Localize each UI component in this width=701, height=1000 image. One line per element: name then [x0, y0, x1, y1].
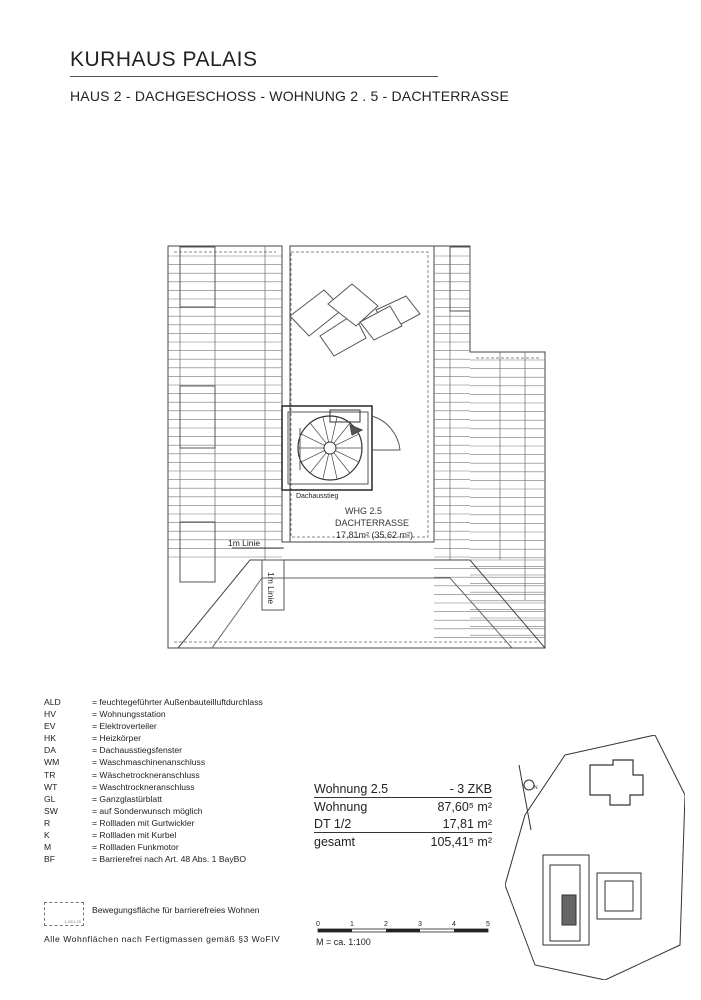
legend-description: = Dachausstiegsfenster: [92, 745, 183, 756]
scale-tick-label: 4: [452, 921, 456, 928]
area-total-row: gesamt 105,41⁵ m²: [314, 832, 492, 850]
dormer-window: [180, 386, 215, 448]
highlighted-building: [562, 895, 576, 925]
dormer-window: [450, 247, 470, 311]
scale-tick-label: 2: [384, 921, 388, 928]
legend-description: = Rollladen mit Kurbel: [92, 830, 177, 841]
legend-row: [44, 744, 263, 756]
legend-row: [44, 781, 263, 793]
legend-description: = Ganzglastürblatt: [92, 793, 162, 804]
apartment-type: - 3 ZKB: [449, 781, 492, 796]
legend-abbreviation: SW: [44, 805, 58, 816]
terrace-type-label: DACHTERRASSE: [335, 518, 410, 528]
legend-description: = Barrierefrei nach Art. 48 Abs. 1 BayBO: [92, 854, 247, 865]
front-gable: [178, 560, 545, 648]
document-subtitle: HAUS 2 - DACHGESCHOSS - WOHNUNG 2 . 5 - DACHTERRASSE: [70, 88, 510, 104]
legend-row: [44, 817, 263, 829]
legend-description: = Elektroverteiler: [92, 721, 157, 732]
living-area-footnote: Alle Wohnflächen nach Fertigmassen gemäß §3 WoFIV: [44, 934, 281, 944]
legend-row: [44, 696, 263, 708]
legend-abbreviation: ALD: [44, 697, 61, 707]
area-header-row: [314, 780, 492, 798]
legend-description: = Wohnungsstation: [92, 709, 166, 720]
legend-abbreviation: K: [44, 830, 50, 841]
legend-abbreviation: DA: [44, 745, 56, 756]
legend-row: [44, 841, 263, 853]
legend-abbreviation: HV: [44, 709, 56, 720]
scale-tick-label: 1: [350, 921, 354, 928]
scale-tick-label: 0: [316, 921, 320, 928]
legend-row: [44, 853, 263, 865]
legend-abbreviation: M: [44, 842, 52, 853]
scale-tick-label: 5: [486, 921, 490, 928]
legend-abbreviation: WM: [44, 757, 60, 768]
legend-abbreviation: EV: [44, 721, 56, 732]
legend-row: [44, 756, 263, 768]
legend-abbreviation: HK: [44, 733, 56, 744]
terrace-area-label: 17,81m² (35,62 m²): [336, 530, 414, 540]
legend-row: [44, 769, 263, 781]
legend-description: = Waschmaschinenanschluss: [92, 757, 206, 768]
scale-tick-label: 3: [418, 921, 422, 928]
legend-abbreviation: WT: [44, 781, 58, 792]
legend-abbreviation: BF: [44, 854, 55, 865]
legend-abbreviation: TR: [44, 769, 56, 780]
legend-description: = Wäschetrockneranschluss: [92, 769, 200, 780]
abbreviation-legend: [44, 696, 263, 865]
stair-label: Dachausstieg: [296, 493, 339, 500]
one-meter-line-label-vertical: 1m Linie: [266, 572, 276, 605]
area-summary-table: [314, 780, 492, 850]
apartment-label: Wohnung 2.5: [314, 781, 389, 796]
legend-description: = Rollladen mit Gurtwickler: [92, 817, 195, 828]
scale-label: M = ca. 1:100: [316, 937, 371, 947]
document-title: KURHAUS PALAIS: [70, 48, 258, 71]
mobility-area-text: Bewegungsfläche für barrierefreies Wohnen: [92, 905, 260, 915]
terrace-name-label: WHG 2.5: [345, 506, 383, 516]
legend-description: = auf Sonderwunsch möglich: [92, 805, 203, 816]
legend-abbreviation: R: [44, 817, 51, 828]
legend-description: = feuchtegeführter Außenbauteilluftdurchlass: [92, 697, 263, 707]
area-row: Wohnung 87,60⁵ m²: [314, 799, 492, 814]
legend-row: [44, 708, 263, 720]
legend-row: [44, 829, 263, 841]
legend-row: [44, 732, 263, 744]
legend-row: [44, 805, 263, 817]
mobility-area-symbol: 1,20/1,20: [44, 902, 84, 926]
legend-description: = Waschtrockneranschluss: [92, 781, 195, 792]
legend-row: [44, 720, 263, 732]
legend-abbreviation: GL: [44, 793, 56, 804]
one-meter-line-label: 1m Linie: [228, 538, 261, 548]
north-label: N: [534, 785, 538, 791]
area-row: DT 1/2 17,81 m²: [314, 816, 492, 831]
legend-description: = Rollladen Funkmotor: [92, 842, 179, 853]
legend-description: = Heizkörper: [92, 733, 141, 744]
site-plan: [505, 735, 685, 980]
legend-row: [44, 793, 263, 805]
